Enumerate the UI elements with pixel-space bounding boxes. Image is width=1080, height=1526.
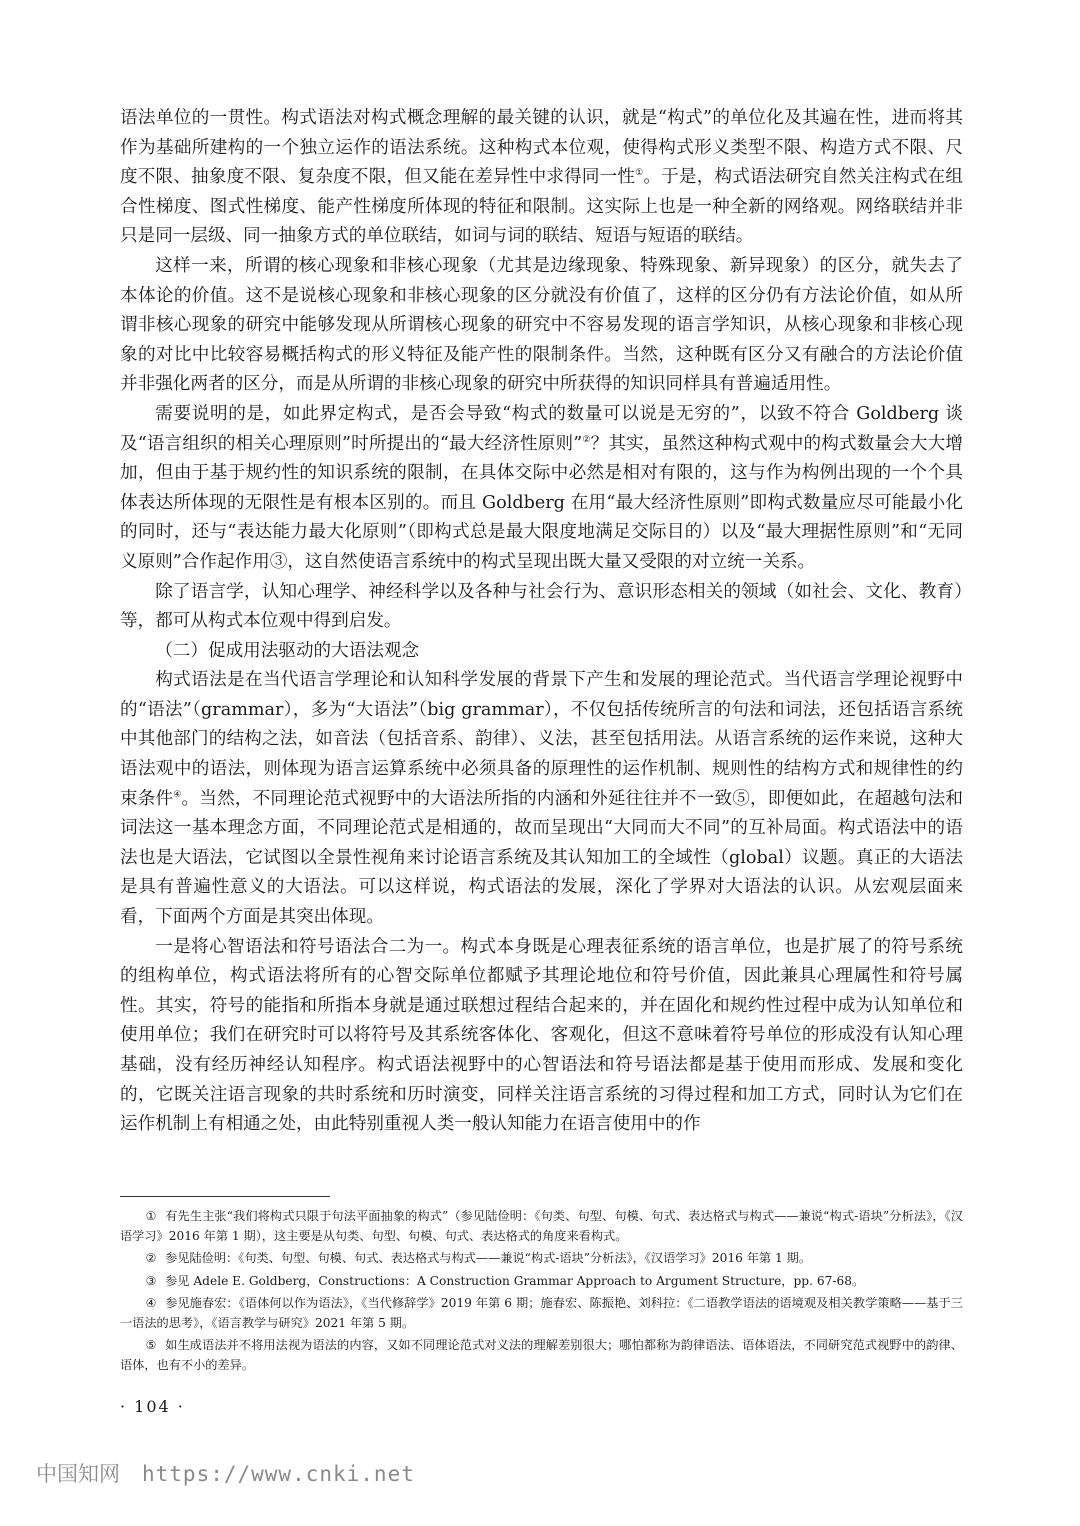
paragraph-text-cont: 。当然，不同理论范式视野中的大语法所指的内涵和外延往往并不一致⑤，即便如此，在超越句法和词法这一基本理念方面，不同理论范式是相通的，故而呈现出“大同而大不同”的互补局面。构式语法中的语法也是大语法，它试图以全景性视角来讨论语言系统及其认知加工的全域性（global）议题。真正的大语法是具有普遍性意义的大语法。可以这样说，构式语法的发展，深化了学界对大语法的认识。从宏观层面来看，下面两个方面是其突出体现。 [120,788,963,928]
footnote-ref-4[interactable]: ④ [173,789,182,800]
footnote-divider [120,1196,330,1197]
footnote-mark: ③ [145,1273,157,1288]
footnote-mark: ① [145,1209,157,1223]
paragraph-text: 语法单位的一贯性。构式语法对构式概念理解的最关键的认识，就是“构式”的单位化及其遍在性，进而将其作为基础所建构的一个独立运作的语法系统。这种构式本位观，使得构式形义类型不限、构造方式不限、尺度不限、抽象度不限、复杂度不限，但又能在差异性中求得同一性 [120,108,963,188]
section-heading: （二）促成用法驱动的大语法观念 [155,640,420,661]
footnote-1 [120,1207,963,1246]
footnote-text: 有先生主张“我们将构式只限于句法平面抽象的构式”（参见陆俭明：《句类、句型、句模、句式、表达格式与构式——兼说“构式-语块”分析法》，《汉语学习》2016 年第 1 期），这主要是从句类、句型、句模、句式、表达格式的角度来看构式。 [120,1209,963,1243]
footnote-4 [120,1294,963,1333]
footnote-ref-1[interactable]: ① [635,168,644,179]
footnote-text: 参见施春宏：《语体何以作为语法》，《当代修辞学》2019 年第 6 期；施春宏、陈振艳、刘科拉：《二语教学语法的语境观及相关教学策略——基于三一语法的思考》，《语言教学与研究》2021 年第 5 期。 [120,1296,963,1330]
paragraph-text: 需要说明的是，如此界定构式，是否会导致“构式的数量可以说是无穷的”，以致不符合 Goldberg 谈及“语言组织的相关心理原则”时所提出的“最大经济性原则” [120,403,963,454]
cnki-watermark [36,1458,415,1488]
paragraph-3 [120,400,963,578]
footnote-text: 参见 Adele E. Goldberg，Constructions：A Construction Grammar Approach to Argument Structure，pp. 67-68。 [165,1273,865,1288]
footnote-2 [120,1249,963,1269]
footnote-3 [120,1272,963,1292]
paragraph-4 [120,578,963,637]
paragraph-text-cont: 。于是，构式语法研究自然关注构式在组合性梯度、图式性梯度、能产性梯度所体现的特征和限制。这实际上也是一种全新的网络观。网络联结并非只是同一层级、同一抽象方式的单位联结，如词与词的联结、短语与短语的联结。 [120,167,963,247]
page-number: · 104 · [120,1397,185,1416]
paragraph-text: 除了语言学，认知心理学、神经科学以及各种与社会行为、意识形态相关的领域（如社会、文化、教育）等，都可从构式本位观中得到启发。 [120,581,963,632]
paragraph-1 [120,104,963,252]
footnote-mark: ⑤ [145,1338,157,1352]
footnote-text: 如生成语法并不将用法视为语法的内容，又如不同理论范式对义法的理解差别很大；哪怕都称为韵律语法、语体语法，不同研究范式视野中的韵律、语体，也有不小的差异。 [120,1338,963,1372]
watermark-brand: 中国知网 [36,1462,120,1486]
paragraph-2 [120,252,963,400]
paragraph-6 [120,933,963,1140]
footnote-mark: ④ [145,1296,157,1310]
paragraph-5 [120,666,963,932]
paragraph-text: 构式语法是在当代语言学理论和认知科学发展的背景下产生和发展的理论范式。当代语言学理论视野中的“语法”（grammar），多为“大语法”（big grammar），不仅包括传统所言的句法和词法，还包括语言系统中其他部门的结构之法，如音法（包括音系、韵律）、义法，甚至包括用法。从语言系统的运作来说，这种大语法观中的语法，则体现为语言运算系统中必须具备的原理性的运作机制、规则性的结构方式和规律性的约束条件 [120,670,963,809]
footnote-ref-2[interactable]: ② [582,434,591,445]
paragraph-text-cont: ？其实，虽然这种构式观中的构式数量会大大增加，但由于基于规约性的知识系统的限制，在具体交际中必然是相对有限的，这与作为构例出现的一个个具体表达所体现的无限性是有根本区别的。而且 Goldberg 在用“最大经济性原则”即构式数量应尽可能最小化的同时，还与“表达能力最大化原则”（即构式总是最大限度地满足交际目的）以及“最大理据性原则”和“无同义原则”合作起作用③，这自然使语言系统中的构式呈现出既大量又受限的对立统一关系。 [120,433,963,572]
footnote-mark: ② [145,1251,157,1265]
footnote-text: 参见陆俭明：《句类、句型、句模、句式、表达格式与构式——兼说“构式-语块”分析法》，《汉语学习》2016 年第 1 期。 [165,1251,811,1265]
footnotes [120,1207,963,1378]
watermark-url[interactable]: https://www.cnki.net [142,1462,415,1486]
footnote-5 [120,1336,963,1375]
main-text [120,104,963,1140]
paragraph-text: 这样一来，所谓的核心现象和非核心现象（尤其是边缘现象、特殊现象、新异现象）的区分，就失去了本体论的价值。这不是说核心现象和非核心现象的区分就没有价值了，这样的区分仍有方法论价值，如从所谓非核心现象的研究中能够发现从所谓核心现象的研究中不容易发现的语言学知识，从核心现象和非核心现象的对比中比较容易概括构式的形义特征及能产性的限制条件。当然，这种既有区分又有融合的方法论价值并非强化两者的区分，而是从所谓的非核心现象的研究中所获得的知识同样具有普遍适用性。 [120,255,963,395]
paragraph-text: 一是将心智语法和符号语法合二为一。构式本身既是心理表征系统的语言单位，也是扩展了的符号系统的组构单位，构式语法将所有的心智交际单位都赋予其理论地位和符号价值，因此兼具心理属性和符号属性。其实，符号的能指和所指本身就是通过联想过程结合起来的，并在固化和规约性过程中成为认知单位和使用单位；我们在研究时可以将符号及其系统客体化、客观化，但这不意味着符号单位的形成没有认知心理基础，没有经历神经认知程序。构式语法视野中的心智语法和符号语法都是基于使用而形成、发展和变化的，它既关注语言现象的共时系统和历时演变，同样关注语言系统的习得过程和加工方式，同时认为它们在运作机制上有相通之处，由此特别重视人类一般认知能力在语言使用中的作 [120,936,963,1135]
